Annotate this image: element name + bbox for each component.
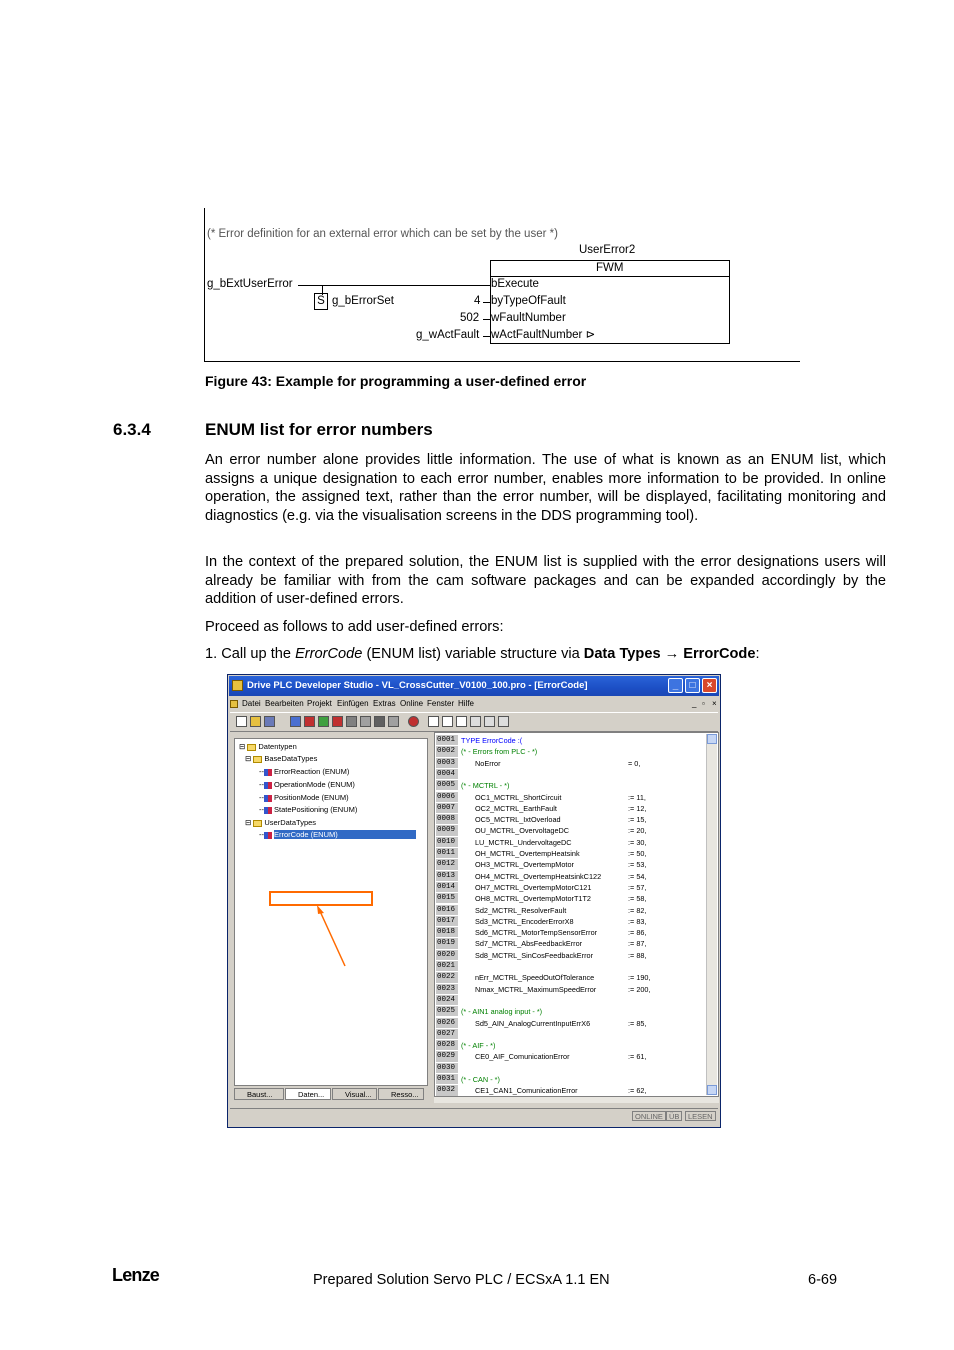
logout-icon[interactable]	[304, 716, 315, 727]
code-value: := 12,	[628, 803, 647, 813]
code-value: := 15,	[628, 815, 647, 825]
fb-type: FWM	[596, 262, 624, 274]
code-line: OH4_MCTRL_OvertempHeatsinkC122	[475, 871, 602, 881]
fb-instance-name: UserError2	[579, 244, 636, 256]
code-line: (* - AIN1 analog input - *)	[461, 1007, 543, 1017]
const-type: 4	[474, 295, 481, 307]
figure-bottom-border	[204, 361, 800, 362]
code-line: OU_MCTRL_OvervoltageDC	[475, 826, 570, 836]
code-line: Sd6_MCTRL_MotorTempSensorError	[475, 928, 598, 938]
code-line: OH_MCTRL_OvertempHeatsink	[475, 849, 580, 858]
tree-item-label: ErrorCode (ENUM)	[274, 830, 416, 839]
tab-datentypen[interactable]: Daten...	[285, 1088, 331, 1100]
line-number: 0023	[436, 984, 458, 995]
line-number: 0031	[436, 1074, 458, 1085]
code-value: := 88,	[628, 950, 647, 960]
signal-g-wactfault: g_wActFault	[416, 329, 480, 341]
enum-icon	[264, 769, 272, 776]
pointer-arrow	[315, 904, 360, 969]
paragraph-1: An error number alone provides little information. The use of what is known as an ENUM list, which assigns a unique designation to each error number, enables more information to be provided. In online operation, the assigned text, rather than the error number, will be displayed, facilitating monitoring and diagnostics (e.g. via the visualisation screens in the DDS programming tool).	[205, 452, 886, 524]
line-number: 0011	[436, 848, 458, 859]
window-titlebar	[229, 676, 719, 696]
folder-icon	[253, 756, 262, 763]
doc-close-icon[interactable]: ×	[712, 699, 717, 708]
tab-bausteine[interactable]: Baust...	[234, 1088, 284, 1100]
code-line: OC5_MCTRL_IxtOverload	[475, 815, 561, 825]
code-value: := 85,	[628, 1018, 647, 1028]
line-number: 0007	[436, 803, 458, 814]
code-value: := 54,	[628, 871, 647, 881]
object-tabs	[234, 1087, 428, 1101]
run-icon[interactable]	[318, 716, 329, 727]
tree-item-basedatatypes[interactable]: ⊟ BaseDataTypes	[245, 754, 318, 763]
code-line: nErr_MCTRL_SpeedOutOfTolerance	[475, 973, 595, 983]
step-1-italic: ErrorCode	[295, 646, 363, 662]
line-number: 0018	[436, 927, 458, 938]
horizontal-scrollbar[interactable]	[434, 1097, 719, 1103]
code-value: := 86,	[628, 928, 647, 938]
line-number: 0012	[436, 859, 458, 870]
doc-minimize-icon[interactable]: _	[692, 699, 697, 708]
tab-visualisierung[interactable]: Visual...	[332, 1088, 377, 1100]
step-1	[205, 646, 760, 662]
line-number: 0002	[436, 746, 458, 757]
wire-number	[483, 319, 490, 320]
close-icon[interactable]: ×	[702, 678, 717, 693]
fb-input-bytypeoffault: byTypeOfFault	[491, 295, 566, 307]
const-number: 502	[460, 312, 480, 324]
reset-icon[interactable]	[408, 716, 419, 727]
folder-icon	[253, 820, 262, 827]
line-number: 0032	[436, 1085, 458, 1096]
status-online: ONLINE	[632, 1111, 666, 1121]
fb-input-bexecute: bExecute	[491, 278, 539, 290]
line-number: 0009	[436, 825, 458, 836]
code-line: OC1_MCTRL_ShortCircuit	[475, 792, 562, 802]
enum-icon	[264, 832, 272, 839]
line-number: 0010	[436, 837, 458, 848]
section-title: ENUM list for error numbers	[205, 420, 433, 439]
code-line: (* - CAN - *)	[461, 1075, 500, 1084]
status-ueb: ÜB	[666, 1111, 682, 1121]
line-number: 0001	[436, 735, 458, 746]
fb-input-wfaultnumber: wFaultNumber	[491, 312, 566, 324]
section-number: 6.3.4	[113, 420, 151, 439]
code-value: := 57,	[628, 882, 647, 892]
new-icon[interactable]	[236, 716, 247, 727]
open-icon[interactable]	[250, 716, 261, 727]
code-line: (* - Errors from PLC - *)	[461, 747, 538, 757]
single-cycle-icon[interactable]	[374, 716, 385, 727]
code-value: := 200,	[628, 984, 651, 994]
set-coil-var: g_bErrorSet	[332, 295, 395, 307]
tree-item-label: ErrorReaction (ENUM)	[274, 767, 350, 776]
line-number: 0006	[436, 792, 458, 803]
menu-einfuegen[interactable]: Einfügen	[337, 699, 369, 708]
tree-item-statepositioning[interactable]: -- StatePositioning (ENUM)	[259, 805, 358, 814]
step-in-icon[interactable]	[346, 716, 357, 727]
tree-item-operationmode[interactable]: -- OperationMode (ENUM)	[259, 780, 355, 789]
line-number: 0014	[436, 882, 458, 893]
code-line: (* - AIF - *)	[461, 1041, 496, 1051]
enum-icon	[264, 782, 272, 789]
code-value: := 83,	[628, 916, 647, 926]
code-line: Sd7_MCTRL_AbsFeedbackError	[475, 939, 583, 949]
line-number: 0016	[436, 905, 458, 916]
replace-icon[interactable]	[498, 716, 509, 727]
code-line: NoError	[475, 758, 501, 768]
code-editor-pane[interactable]	[434, 732, 719, 1097]
line-number: 0004	[436, 769, 458, 780]
page-number: 6-69	[808, 1272, 838, 1288]
footer-title: Prepared Solution Servo PLC / ECSxA 1.1 EN	[313, 1272, 610, 1288]
status-bar	[230, 1108, 718, 1124]
tree-item-label: Datentypen	[258, 742, 297, 751]
code-value: := 58,	[628, 894, 647, 904]
step-over-icon[interactable]	[360, 716, 371, 727]
menu-projekt[interactable]: Projekt	[307, 699, 332, 708]
fbd-figure	[204, 208, 800, 362]
doc-restore-icon[interactable]: ▫	[702, 699, 705, 708]
line-number: 0013	[436, 871, 458, 882]
code-value: := 87,	[628, 939, 647, 949]
tree-item-label: StatePositioning (ENUM)	[274, 805, 358, 814]
object-tree-pane	[234, 738, 428, 1086]
code-line: (* - MCTRL - *)	[461, 781, 510, 791]
code-line: OH3_MCTRL_OvertempMotor	[475, 860, 574, 870]
maximize-icon[interactable]: □	[685, 678, 700, 693]
line-number: 0020	[436, 950, 458, 961]
code-value: := 30,	[628, 837, 647, 847]
tree-item-errorreaction[interactable]: -- ErrorReaction (ENUM)	[259, 767, 350, 776]
figure-caption: Figure 43: Example for programming a user-defined error	[205, 373, 587, 389]
code-value: := 20,	[628, 826, 647, 836]
scroll-down-icon[interactable]	[707, 1085, 717, 1095]
tree-item-datentypen[interactable]: ⊟ Datentypen	[239, 742, 297, 751]
window-title: Drive PLC Developer Studio - VL_CrossCutter_V0100_100.pro - [ErrorCode]	[247, 680, 588, 691]
step-1-middle: (ENUM list) variable structure via	[362, 646, 584, 662]
tree-item-label: PositionMode (ENUM)	[274, 793, 349, 802]
line-number: 0026	[436, 1018, 458, 1029]
code-line: OH7_MCTRL_OvertempMotorC121	[475, 882, 592, 892]
menu-datei[interactable]: Datei	[242, 699, 261, 708]
step-1-arrow: →	[660, 646, 684, 662]
app-icon	[232, 680, 243, 691]
scroll-up-icon[interactable]	[707, 734, 717, 744]
code-value: := 50,	[628, 849, 647, 858]
figure-comment: (* Error definition for an external error which can be set by the user *)	[207, 228, 558, 240]
breakpoint-icon[interactable]	[388, 716, 399, 727]
login-icon[interactable]	[290, 716, 301, 727]
wire-actfault	[483, 336, 490, 337]
vertical-scrollbar[interactable]	[706, 734, 717, 1095]
wire-type	[483, 302, 490, 303]
tree-item-userdatatypes[interactable]: ⊟ UserDataTypes	[245, 818, 317, 827]
figure-left-border	[204, 208, 205, 362]
code-value: := 82,	[628, 905, 647, 915]
menu-bar	[230, 697, 718, 711]
line-number: 0021	[436, 961, 458, 972]
step-1-errorcode: ErrorCode	[683, 646, 756, 662]
menu-fenster[interactable]: Fenster	[427, 699, 455, 708]
enum-icon	[264, 795, 272, 802]
status-lesen: LESEN	[685, 1111, 716, 1121]
line-number: 0015	[436, 893, 458, 904]
step-1-data-types: Data Types	[583, 646, 661, 662]
line-number: 0025	[436, 1006, 458, 1017]
line-number: 0030	[436, 1063, 458, 1074]
line-number: 0005	[436, 780, 458, 791]
tab-ressourcen[interactable]: Resso...	[378, 1088, 424, 1100]
find-next-icon[interactable]	[484, 716, 495, 727]
line-number: 0019	[436, 938, 458, 949]
lenze-logo: Lenze	[112, 1265, 160, 1285]
signal-g-bextusererror: g_bExtUserError	[207, 278, 293, 290]
code-value: := 11,	[628, 792, 646, 802]
line-number: 0008	[436, 814, 458, 825]
fwm-block-divider	[490, 276, 730, 277]
enum-icon	[264, 807, 272, 814]
code-value: = 0,	[628, 758, 641, 768]
paste-icon[interactable]	[456, 716, 467, 727]
code-value: := 62,	[628, 1086, 647, 1096]
line-number: 0017	[436, 916, 458, 927]
find-icon[interactable]	[470, 716, 481, 727]
wire-bexecute	[298, 285, 490, 286]
line-number: 0003	[436, 758, 458, 769]
code-value: := 61,	[628, 1052, 647, 1062]
line-number: 0024	[436, 995, 458, 1006]
line-number: 0027	[436, 1029, 458, 1040]
code-value: := 190,	[628, 973, 651, 983]
code-line: OC2_MCTRL_EarthFault	[475, 803, 557, 813]
fb-input-wactfaultnumber: wActFaultNumber ⊳	[491, 329, 596, 341]
menu-online[interactable]: Online	[400, 699, 424, 708]
line-number: 0028	[436, 1040, 458, 1051]
line-number: 0022	[436, 972, 458, 983]
step-1-suffix: :	[755, 646, 760, 662]
set-coil: S	[314, 293, 328, 310]
tree-item-label: OperationMode (ENUM)	[274, 780, 355, 789]
code-value: := 53,	[628, 860, 647, 870]
code-line: Sd2_MCTRL_ResolverFault	[475, 905, 567, 915]
dds-window	[227, 674, 721, 1128]
code-line: Sd3_MCTRL_EncoderErrorX8	[475, 916, 574, 926]
tree-item-errorcode[interactable]: -- ErrorCode (ENUM)	[259, 830, 416, 839]
code-line: CE0_AIF_ComunicationError	[475, 1052, 570, 1062]
step-1-prefix: 1. Call up the	[205, 646, 296, 662]
code-line: Sd5_AIN_AnalogCurrentInputErrX6	[475, 1018, 591, 1028]
menu-extras[interactable]: Extras	[373, 699, 396, 708]
tree-item-positionmode[interactable]: -- PositionMode (ENUM)	[259, 793, 349, 802]
stop-icon[interactable]	[332, 716, 343, 727]
code-line: CE1_CAN1_ComunicationError	[475, 1086, 578, 1096]
code-line: LU_MCTRL_UndervoltageDC	[475, 837, 572, 847]
code-line: TYPE ErrorCode :(	[461, 736, 523, 745]
doc-icon[interactable]	[230, 700, 238, 708]
code-line: Sd8_MCTRL_SinCosFeedbackError	[475, 950, 594, 960]
tree-item-label: UserDataTypes	[264, 818, 317, 827]
paragraph-2: In the context of the prepared solution, the ENUM list is supplied with the error designations users will already be familiar with from the cam software packages and can be expanded accordingly by the addition of user-defined errors.	[205, 554, 886, 607]
folder-icon	[247, 744, 256, 751]
code-line: OH8_MCTRL_OvertempMotorT1T2	[475, 894, 591, 904]
save-icon[interactable]	[264, 716, 275, 727]
tree-item-label: BaseDataTypes	[264, 754, 318, 763]
menu-hilfe[interactable]: Hilfe	[458, 699, 475, 708]
minimize-icon[interactable]: _	[668, 678, 683, 693]
paragraph-3: Proceed as follows to add user-defined errors:	[205, 619, 504, 635]
line-number: 0029	[436, 1051, 458, 1062]
code-line: Nmax_MCTRL_MaximumSpeedError	[475, 984, 597, 994]
copy-icon[interactable]	[428, 716, 439, 727]
toolbar	[230, 712, 718, 732]
menu-bearbeiten[interactable]: Bearbeiten	[265, 699, 304, 708]
cut-icon[interactable]	[442, 716, 453, 727]
